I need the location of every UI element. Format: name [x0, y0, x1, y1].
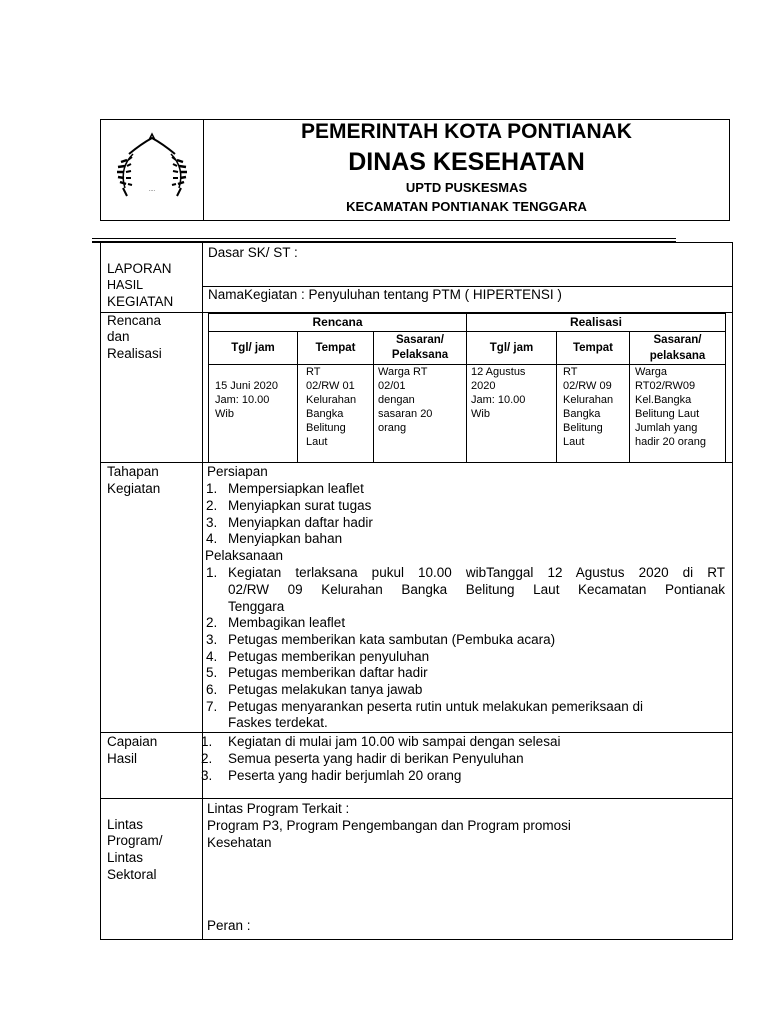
result-item: Kegiatan di mulai jam 10.00 wib sampai dengan selesai: [228, 734, 561, 749]
report-title: HASIL: [107, 278, 144, 292]
column-header: Sasaran/: [653, 334, 702, 346]
list-number: 1.: [206, 565, 218, 580]
actual-place-cell: Kelurahan: [563, 394, 614, 406]
actual-place-cell: 02/RW 09: [563, 380, 612, 392]
actual-place-cell: Laut: [563, 436, 585, 448]
results-label: Capaian: [107, 734, 158, 749]
preparation-item: Menyiapkan daftar hadir: [228, 515, 373, 530]
group-divider: [466, 314, 467, 462]
row-divider: [209, 331, 725, 332]
actual-target-cell: Jumlah yang: [635, 422, 698, 434]
actual-place-cell: Bangka: [563, 408, 601, 420]
letterhead-text: [204, 120, 729, 220]
column-divider: [202, 243, 203, 939]
preparation-item: Menyiapkan surat tugas: [228, 498, 372, 513]
actual-target-cell: hadir 20 orang: [635, 436, 706, 448]
plan-row-label: dan: [107, 329, 130, 344]
list-number: 1.: [206, 481, 218, 496]
actual-target-cell: RT02/RW09: [635, 380, 696, 392]
report-title: KEGIATAN: [107, 294, 174, 309]
logo-cell: [101, 120, 204, 220]
cross-program-text: Program P3, Program Pengembangan dan Program promosi: [207, 818, 571, 833]
plan-place-cell: Kelurahan: [306, 394, 357, 406]
list-number: 5.: [206, 665, 218, 680]
column-header: Tgl/ jam: [489, 342, 534, 354]
actual-date-cell: 12 Agustus: [471, 366, 526, 378]
list-number: 2.: [206, 615, 218, 630]
plan-target-cell: Warga RT: [378, 366, 428, 378]
report-table: [100, 242, 733, 940]
column-header: Sasaran/: [396, 334, 444, 346]
implementation-item: Petugas memberikan kata sambutan (Pembuka acara): [228, 632, 556, 647]
implementation-item: Petugas memberikan daftar hadir: [228, 665, 428, 680]
letterhead: [100, 119, 730, 221]
list-number: 3.: [206, 515, 218, 530]
implementation-item: Kegiatan terlaksana pukul 10.00 wibTanggal 12 Agustus 2020 di RT: [228, 565, 725, 580]
government-name: PEMERINTAH KOTA PONTIANAK: [301, 120, 632, 143]
actual-date-cell: 2020: [471, 380, 496, 392]
preparation-item: Mempersiapkan leaflet: [228, 481, 364, 496]
list-number: 7.: [206, 699, 218, 714]
plan-date-cell: Wib: [215, 408, 234, 420]
implementation-item: Petugas menyarankan peserta rutin untuk melakukan pemeriksaan di: [228, 699, 643, 714]
preparation-item: Menyiapkan bahan: [228, 531, 343, 546]
role-label: Peran :: [207, 918, 251, 933]
column-header: Tempat: [572, 342, 614, 354]
plan-row-label: Rencana: [107, 313, 162, 328]
implementation-item: Tenggara: [228, 599, 285, 614]
district-name: KECAMATAN PONTIANAK TENGGARA: [346, 199, 587, 214]
city-emblem-icon: [111, 130, 193, 206]
list-number: 3.: [201, 768, 213, 783]
group-header-rencana: Rencana: [312, 315, 363, 329]
cross-program-text: Kesehatan: [207, 835, 272, 850]
stages-label: Tahapan: [107, 464, 159, 479]
cross-program-label: Sektoral: [107, 867, 157, 882]
list-number: 6.: [206, 682, 218, 697]
list-number: 1.: [201, 734, 213, 749]
plan-date-cell: Jam: 10.00: [215, 394, 270, 406]
agency-name: DINAS KESEHATAN: [348, 148, 585, 176]
activity-name: NamaKegiatan : Penyuluhan tentang PTM ( HIPERTENSI ): [208, 287, 562, 302]
plan-row-label: Realisasi: [107, 346, 162, 361]
actual-target-cell: Warga: [635, 366, 667, 378]
plan-target-cell: dengan: [378, 394, 415, 406]
results-label: Hasil: [107, 751, 138, 766]
result-item: Peserta yang hadir berjumlah 20 orang: [228, 768, 462, 783]
stages-label: Kegiatan: [107, 481, 161, 496]
actual-place-cell: RT: [563, 366, 578, 378]
implementation-item: Petugas melakukan tanya jawab: [228, 682, 423, 697]
plan-target-cell: 02/01: [378, 380, 406, 392]
list-number: 4.: [206, 649, 218, 664]
plan-place-cell: Laut: [306, 436, 328, 448]
actual-date-cell: Jam: 10.00: [471, 394, 526, 406]
list-number: 2.: [201, 751, 213, 766]
list-number: 4.: [206, 531, 218, 546]
divider-line: [92, 238, 676, 239]
actual-target-cell: Kel.Bangka: [635, 394, 692, 406]
column-header: Tempat: [315, 342, 356, 354]
dasar-sk-field: Dasar SK/ ST :: [208, 245, 298, 260]
plan-place-cell: Bangka: [306, 408, 344, 420]
list-number: 2.: [206, 498, 218, 513]
plan-table: [208, 313, 726, 463]
cross-program-label: Program/: [107, 833, 163, 848]
report-title: LAPORAN: [107, 261, 172, 276]
implementation-item: Petugas memberikan penyuluhan: [228, 649, 430, 664]
plan-place-cell: 02/RW 01: [306, 380, 355, 392]
preparation-title: Persiapan: [207, 464, 268, 479]
actual-date-cell: Wib: [471, 408, 490, 420]
cross-program-label: Lintas: [107, 817, 144, 832]
unit-name: UPTD PUSKESMAS: [405, 180, 528, 195]
result-item: Semua peserta yang hadir di berikan Penyuluhan: [228, 751, 524, 766]
column-header: Tgl/ jam: [231, 342, 275, 354]
cross-program-label: Lintas: [107, 850, 144, 865]
row-divider: [101, 732, 732, 733]
implementation-item: Faskes terdekat.: [228, 715, 328, 730]
implementation-item: 02/RW 09 Kelurahan Bangka Belitung Laut Kecamatan Pontianak: [228, 582, 725, 597]
column-header: pelaksana: [649, 350, 706, 362]
actual-place-cell: Belitung: [563, 422, 603, 434]
group-header-realisasi: Realisasi: [569, 315, 623, 329]
emblem-caption: ····: [148, 188, 156, 194]
implementation-item: Membagikan leaflet: [228, 615, 346, 630]
list-number: 3.: [206, 632, 218, 647]
plan-target-cell: orang: [378, 422, 407, 434]
cross-program-title: Lintas Program Terkait :: [207, 801, 350, 816]
actual-target-cell: Belitung Laut: [635, 408, 700, 420]
plan-place-cell: Belitung: [306, 422, 346, 434]
implementation-title: Pelaksanaan: [205, 548, 284, 563]
plan-target-cell: sasaran 20: [378, 408, 433, 420]
column-header: Pelaksana: [391, 349, 449, 361]
row-divider: [101, 798, 732, 799]
plan-place-cell: RT: [306, 366, 321, 378]
plan-date-cell: 15 Juni 2020: [215, 380, 278, 392]
